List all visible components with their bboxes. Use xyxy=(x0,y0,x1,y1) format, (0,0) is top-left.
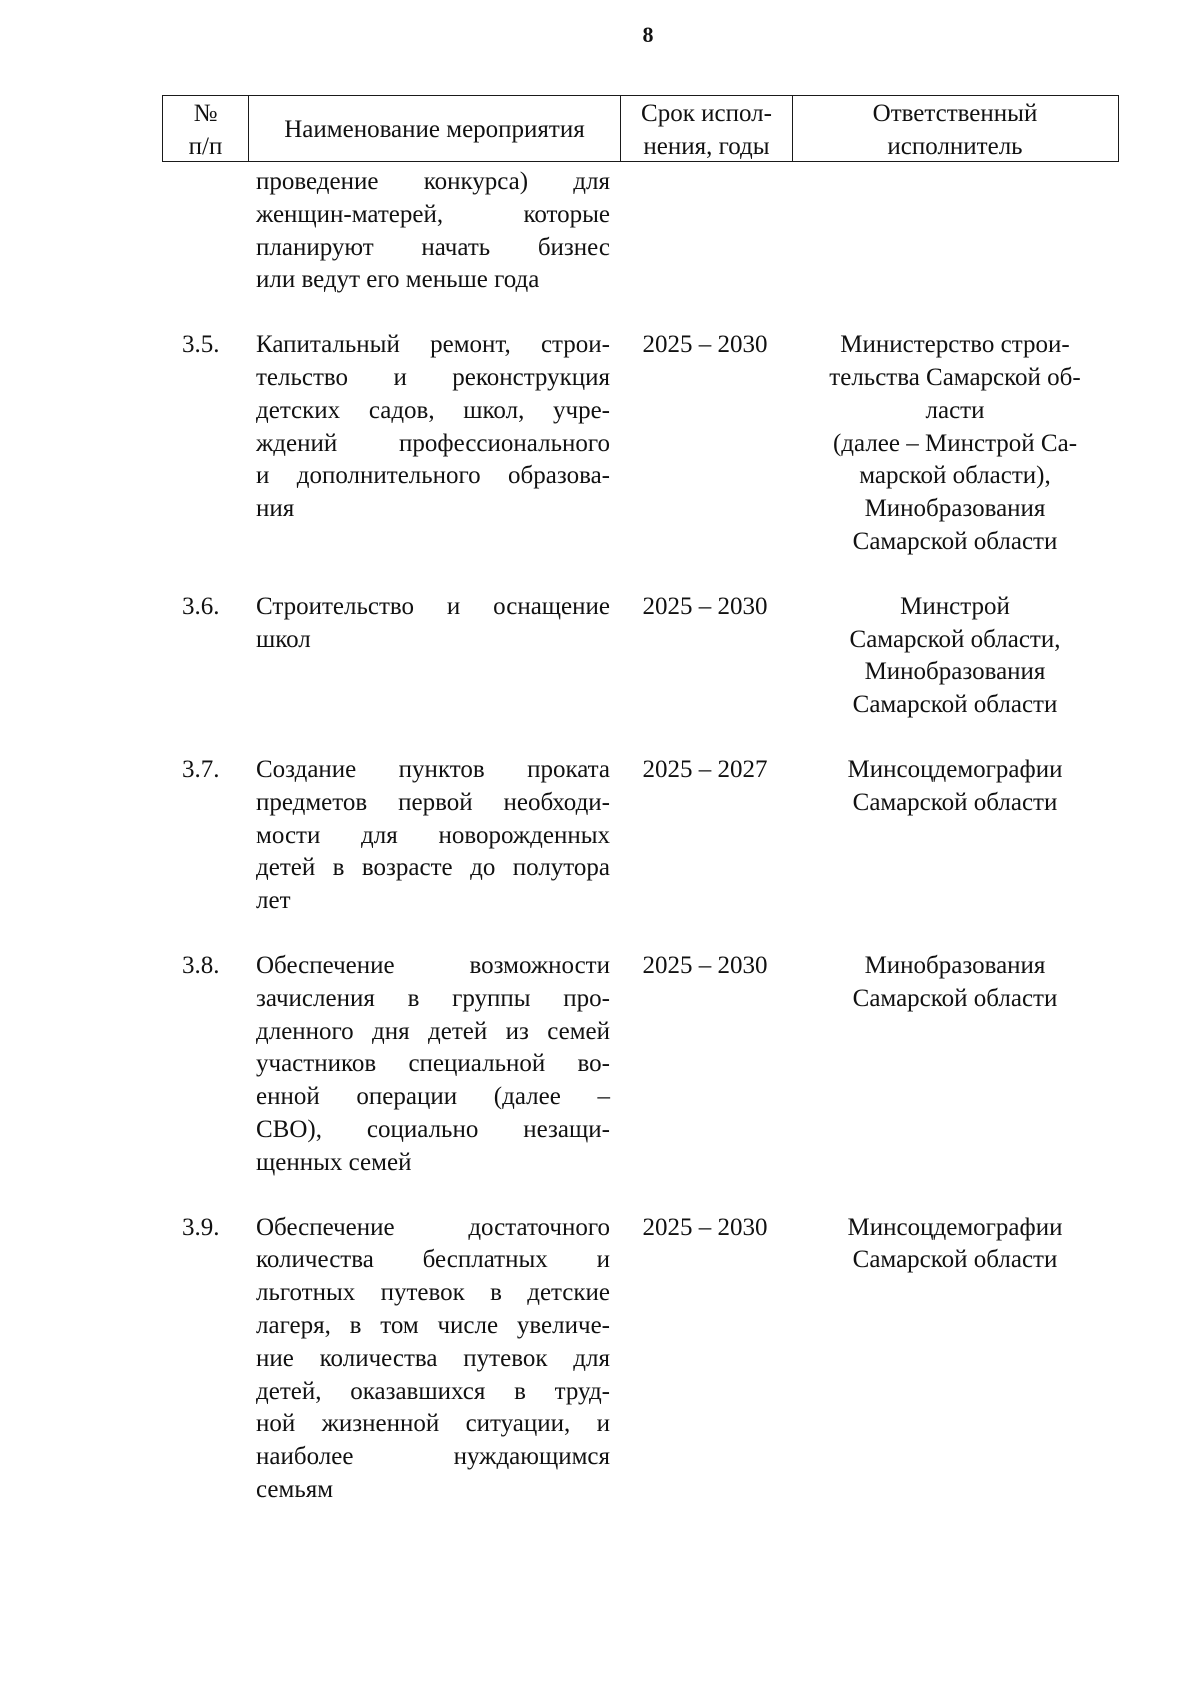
row-term: 2025 – 2027 xyxy=(642,755,768,783)
row-responsible xyxy=(790,754,1120,918)
table-row xyxy=(0,166,1200,297)
row-term: 2025 – 2030 xyxy=(642,951,768,979)
header-name xyxy=(249,96,621,161)
header-name-line: Наименование мероприятия xyxy=(284,116,585,143)
activity-name-line: дленного дня детей из семей xyxy=(256,1017,610,1045)
activity-name-line: Капитальный ремонт, строи- xyxy=(256,331,610,359)
row-term: 2025 – 2030 xyxy=(642,1213,768,1241)
row-term: 2025 – 2030 xyxy=(642,331,768,359)
activity-name-line: наиболее нуждающимся xyxy=(256,1443,610,1471)
activity-name-line: детей, оказавшихся в труд- xyxy=(256,1377,610,1405)
activity-name-line: Строительство и оснащение xyxy=(256,592,610,620)
row-number: 3.5. xyxy=(182,331,220,359)
activity-name-line: женщин-матерей, которые xyxy=(256,200,610,228)
table-row xyxy=(0,1212,1200,1507)
responsible-line: Минобразования xyxy=(864,495,1046,523)
row-responsible xyxy=(790,950,1120,1180)
responsible-line: Самарской области, xyxy=(849,625,1061,653)
header-num-line: № xyxy=(193,99,218,127)
activity-name-line: ние количества путевок для xyxy=(256,1344,610,1372)
header-responsible xyxy=(793,96,1117,161)
activity-name-line: зачисления в группы про- xyxy=(256,984,610,1012)
row-activity-name xyxy=(256,166,610,297)
row-responsible xyxy=(790,166,1120,297)
activity-name-line: количества бесплатных и xyxy=(256,1246,610,1274)
responsible-line: Самарской области xyxy=(852,691,1058,719)
activity-name-line: участников специальной во- xyxy=(256,1050,610,1078)
responsible-line: Самарской области xyxy=(852,527,1058,555)
responsible-line: Министерство строи- xyxy=(840,331,1070,359)
activity-name-line: предметов первой необходи- xyxy=(256,788,610,816)
table-row xyxy=(0,329,1200,559)
activity-name-line: детских садов, школ, учре- xyxy=(256,396,610,424)
responsible-line: марской области), xyxy=(859,462,1051,490)
responsible-line: Самарской области xyxy=(852,788,1058,816)
row-term xyxy=(620,166,790,297)
responsible-line: ласти xyxy=(925,396,985,424)
header-num-line: п/п xyxy=(188,132,223,160)
activity-name-line: Создание пунктов проката xyxy=(256,755,610,783)
responsible-line: Самарской области xyxy=(852,1246,1058,1274)
table-row xyxy=(0,950,1200,1180)
header-responsible-line: Ответственный xyxy=(872,99,1038,127)
activity-name-line: или ведут его меньше года xyxy=(256,266,540,294)
activity-name-line: ждений профессионального xyxy=(256,429,610,457)
responsible-line: Минобразования xyxy=(864,951,1046,979)
responsible-line: Минсоцдемографии xyxy=(847,1213,1063,1241)
header-term xyxy=(621,96,793,161)
row-number: 3.8. xyxy=(182,951,220,979)
row-activity-name xyxy=(256,950,610,1180)
table-row xyxy=(0,754,1200,918)
activity-name-line: планируют начать бизнес xyxy=(256,233,610,261)
header-term-line: Срок испол- xyxy=(641,99,772,127)
row-responsible xyxy=(790,329,1120,559)
activity-name-line: лет xyxy=(256,887,291,915)
activity-name-line: и дополнительного образова- xyxy=(256,462,610,490)
header-term-line: нения, годы xyxy=(643,132,770,160)
activity-name-line: школ xyxy=(256,625,311,653)
page-number: 8 xyxy=(642,22,654,47)
activity-name-line: ния xyxy=(256,495,295,523)
row-responsible xyxy=(790,1212,1120,1507)
row-number: 3.9. xyxy=(182,1213,220,1241)
activity-name-line: лагеря, в том числе увеличе- xyxy=(256,1311,610,1339)
responsible-line: Минстрой xyxy=(900,592,1010,620)
activity-name-line: ной жизненной ситуации, и xyxy=(256,1410,610,1438)
activity-name-line: тельство и реконструкция xyxy=(256,363,610,391)
header-num xyxy=(163,96,249,161)
table-header xyxy=(162,95,1119,162)
activity-name-line: льготных путевок в детские xyxy=(256,1279,610,1307)
row-activity-name xyxy=(256,754,610,918)
row-activity-name xyxy=(256,591,610,722)
activity-name-line: детей в возрасте до полутора xyxy=(256,854,610,882)
header-responsible-line: исполнитель xyxy=(887,132,1023,160)
row-number: 3.7. xyxy=(182,755,220,783)
table-row xyxy=(0,591,1200,722)
activity-name-line: семьям xyxy=(256,1475,334,1503)
activity-name-line: проведение конкурса) для xyxy=(256,168,610,195)
activity-name-line: мости для новорожденных xyxy=(256,821,610,849)
table-body xyxy=(0,166,1200,1507)
activity-name-line: Обеспечение возможности xyxy=(256,951,610,979)
row-activity-name xyxy=(256,329,610,559)
activity-name-line: Обеспечение достаточного xyxy=(256,1213,610,1241)
activity-name-line: енной операции (далее – xyxy=(256,1083,610,1111)
responsible-line: (далее – Минстрой Са- xyxy=(832,429,1078,457)
activity-name-line: щенных семей xyxy=(256,1148,412,1176)
responsible-line: Минобразования xyxy=(864,658,1046,686)
responsible-line: Самарской области xyxy=(852,984,1058,1012)
row-number: 3.6. xyxy=(182,592,220,620)
row-term: 2025 – 2030 xyxy=(642,592,768,620)
responsible-line: Минсоцдемографии xyxy=(847,755,1063,783)
activity-name-line: СВО), социально незащи- xyxy=(256,1115,610,1143)
row-responsible xyxy=(790,591,1120,722)
row-activity-name xyxy=(256,1212,610,1507)
responsible-line: тельства Самарской об- xyxy=(829,363,1081,391)
